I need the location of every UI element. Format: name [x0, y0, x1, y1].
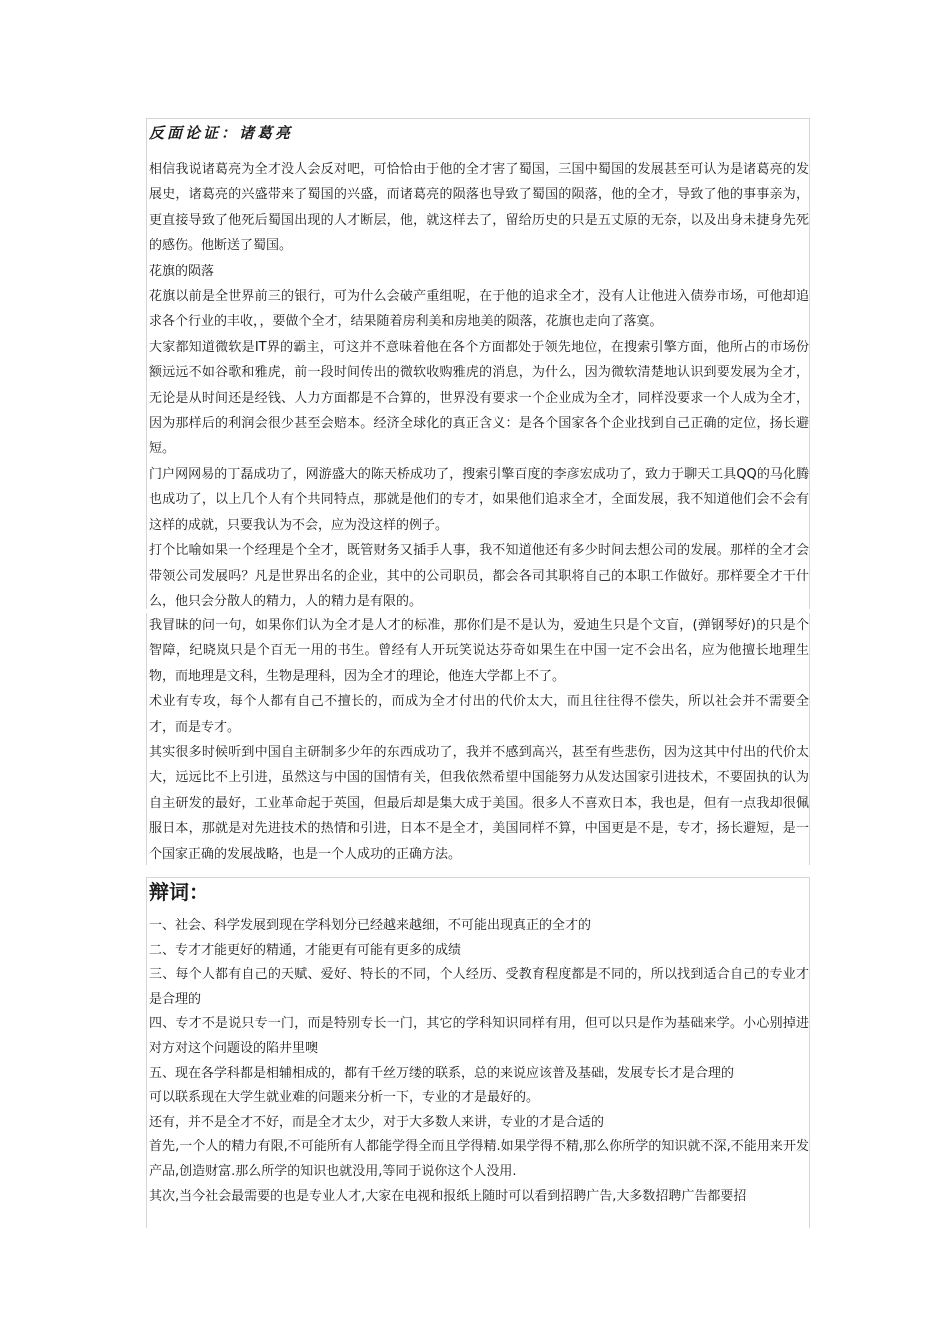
section-heading: 反面论证：诸葛亮 [149, 124, 294, 142]
paragraph: 门户网网易的丁磊成功了，网游盛大的陈天桥成功了，搜索引擎百度的李彦宏成功了，致力于聊天工具QQ的马化腾也成功了，以上几个人有个共同特点，那就是他们的专才，如果他们追求全才，全面发展，我不知道他们会不会有这样的成就，只要我认为不会，应为没这样的例子。 [149, 466, 809, 533]
paragraph: 还有，并不是全才不好，而是全才太少，对于大多数人来讲，专业的才是合适的 [149, 1114, 605, 1130]
document-page [146, 118, 810, 1228]
paragraph: 可以联系现在大学生就业难的问题来分析一下，专业的才是最好的。 [149, 1090, 540, 1106]
paragraph: 其实很多时候听到中国自主研制多少年的东西成功了，我并不感到高兴，甚至有些悲伤，因为这其中付出的代价太大，远远比不上引进，虽然这与中国的国情有关，但我依然希望中国能努力从发达国家引进技术，不要固执的认为自主研发的最好，工业革命起于英国，但最后却是集大成于美国。很多人不喜欢日本，我也是，但有一点我却很佩服日本，那就是对先进技术的热情和引进，日本不是全才，美国同样不算，中国更是不是，专才，扬长避短，是一个国家正确的发展战略，也是一个人成功的正确方法。 [149, 745, 809, 862]
paragraph: 术业有专攻，每个人都有自己不擅长的，而成为全才付出的代价太大，而且往往得不偿失，所以社会并不需要全才，而是专才。 [149, 694, 809, 735]
list-item: 四、专才不是说只专一门，而是特别专长一门，其它的学科知识同样有用，但可以只是作为基础来学。小心别掉进对方对这个问题设的陷井里噢 [149, 1016, 809, 1056]
section-debate-points [146, 877, 810, 1228]
paragraph: 我冒昧的问一句，如果你们认为全才是人才的标准，那你们是不是认为，爱迪生只是个文盲，(弹钢琴好)的只是个智障，纪晓岚只是个百无一用的书生。曾经有人开玩笑说达芬奇如果生在中国一定不会出名，应为他擅长地理生物，而地理是文科，生物是理科，因为全才的理论，他连大学都上不了。 [149, 618, 809, 684]
section-heading: 辩词： [149, 880, 209, 904]
paragraph: 花旗的陨落 [149, 263, 215, 279]
list-item: 一、社会、科学发展到现在学科划分已经越来越细，不可能出现真正的全才的 [149, 918, 592, 933]
paragraph: 打个比喻如果一个经理是个全才，既管财务又插手人事，我不知道他还有多少时间去想公司的发展。那样的全才会带领公司发展吗？凡是世界出名的企业，其中的公司职员，都会各司其职将自己的本职工作做好。那样要全才干什么，他只会分散人的精力，人的精力是有限的。 [149, 543, 809, 609]
paragraph: 相信我说诸葛亮为全才没人会反对吧，可恰恰由于他的全才害了蜀国，三国中蜀国的发展甚至可认为是诸葛亮的发展史，诸葛亮的兴盛带来了蜀国的兴盛，而诸葛亮的陨落也导致了蜀国的陨落，他的全才，导致了他的事事亲为，更直接导致了他死后蜀国出现的人才断层，他，就这样去了，留给历史的只是五丈原的无奈，以及出身未捷身先死的感伤。他断送了蜀国。 [149, 162, 809, 254]
paragraph: 首先,一个人的精力有限,不可能所有人都能学得全而且学得精.如果学得不精,那么你所学的知识就不深,不能用来开发产品,创造财富.那么所学的知识也就没用,等同于说你这个人没用. [149, 1139, 809, 1179]
section-zhuge-liang [146, 118, 810, 609]
paragraph: 其次,当今社会最需要的也是专业人才,大家在电视和报纸上随时可以看到招聘广告,大多数招聘广告都要招 [149, 1188, 747, 1204]
paragraph: 大家都知道微软是IT界的霸主，可这并不意味着他在各个方面都处于领先地位，在搜索引擎方面，他所占的市场份额远远不如谷歌和雅虎，前一段时间传出的微软收购雅虎的消息，为什么，因为微软清楚地认识到要发展为全才，无论是从时间还是经钱、人力方面都是不合算的，世界没有要求一个企业成为全才，同样没要求一个人成为全才，因为那样后的利润会很少甚至会赔本。经济全球化的真正含义：是各个国家各个企业找到自己正确的定位，扬长避短。 [149, 339, 809, 457]
list-item: 五、现在各学科都是相辅相成的，都有千丝万缕的联系，总的来说应该普及基础，发展专长才是合理的 [149, 1065, 735, 1081]
list-item: 二、专才才能更好的精通，才能更有可能有更多的成绩 [149, 942, 462, 958]
section-specialist-argument [146, 613, 810, 865]
paragraph: 花旗以前是全世界前三的银行，可为什么会破产重组呢，在于他的追求全才，没有人让他进入债券市场，可他却追求各个行业的丰收，，要做个全才，结果随着房利美和房地美的陨落，花旗也走向了落寞。 [149, 289, 809, 330]
list-item: 三、每个人都有自己的天赋、爱好、特长的不同，个人经历、受教育程度都是不同的，所以找到适合自己的专业才是合理的 [149, 967, 809, 1007]
